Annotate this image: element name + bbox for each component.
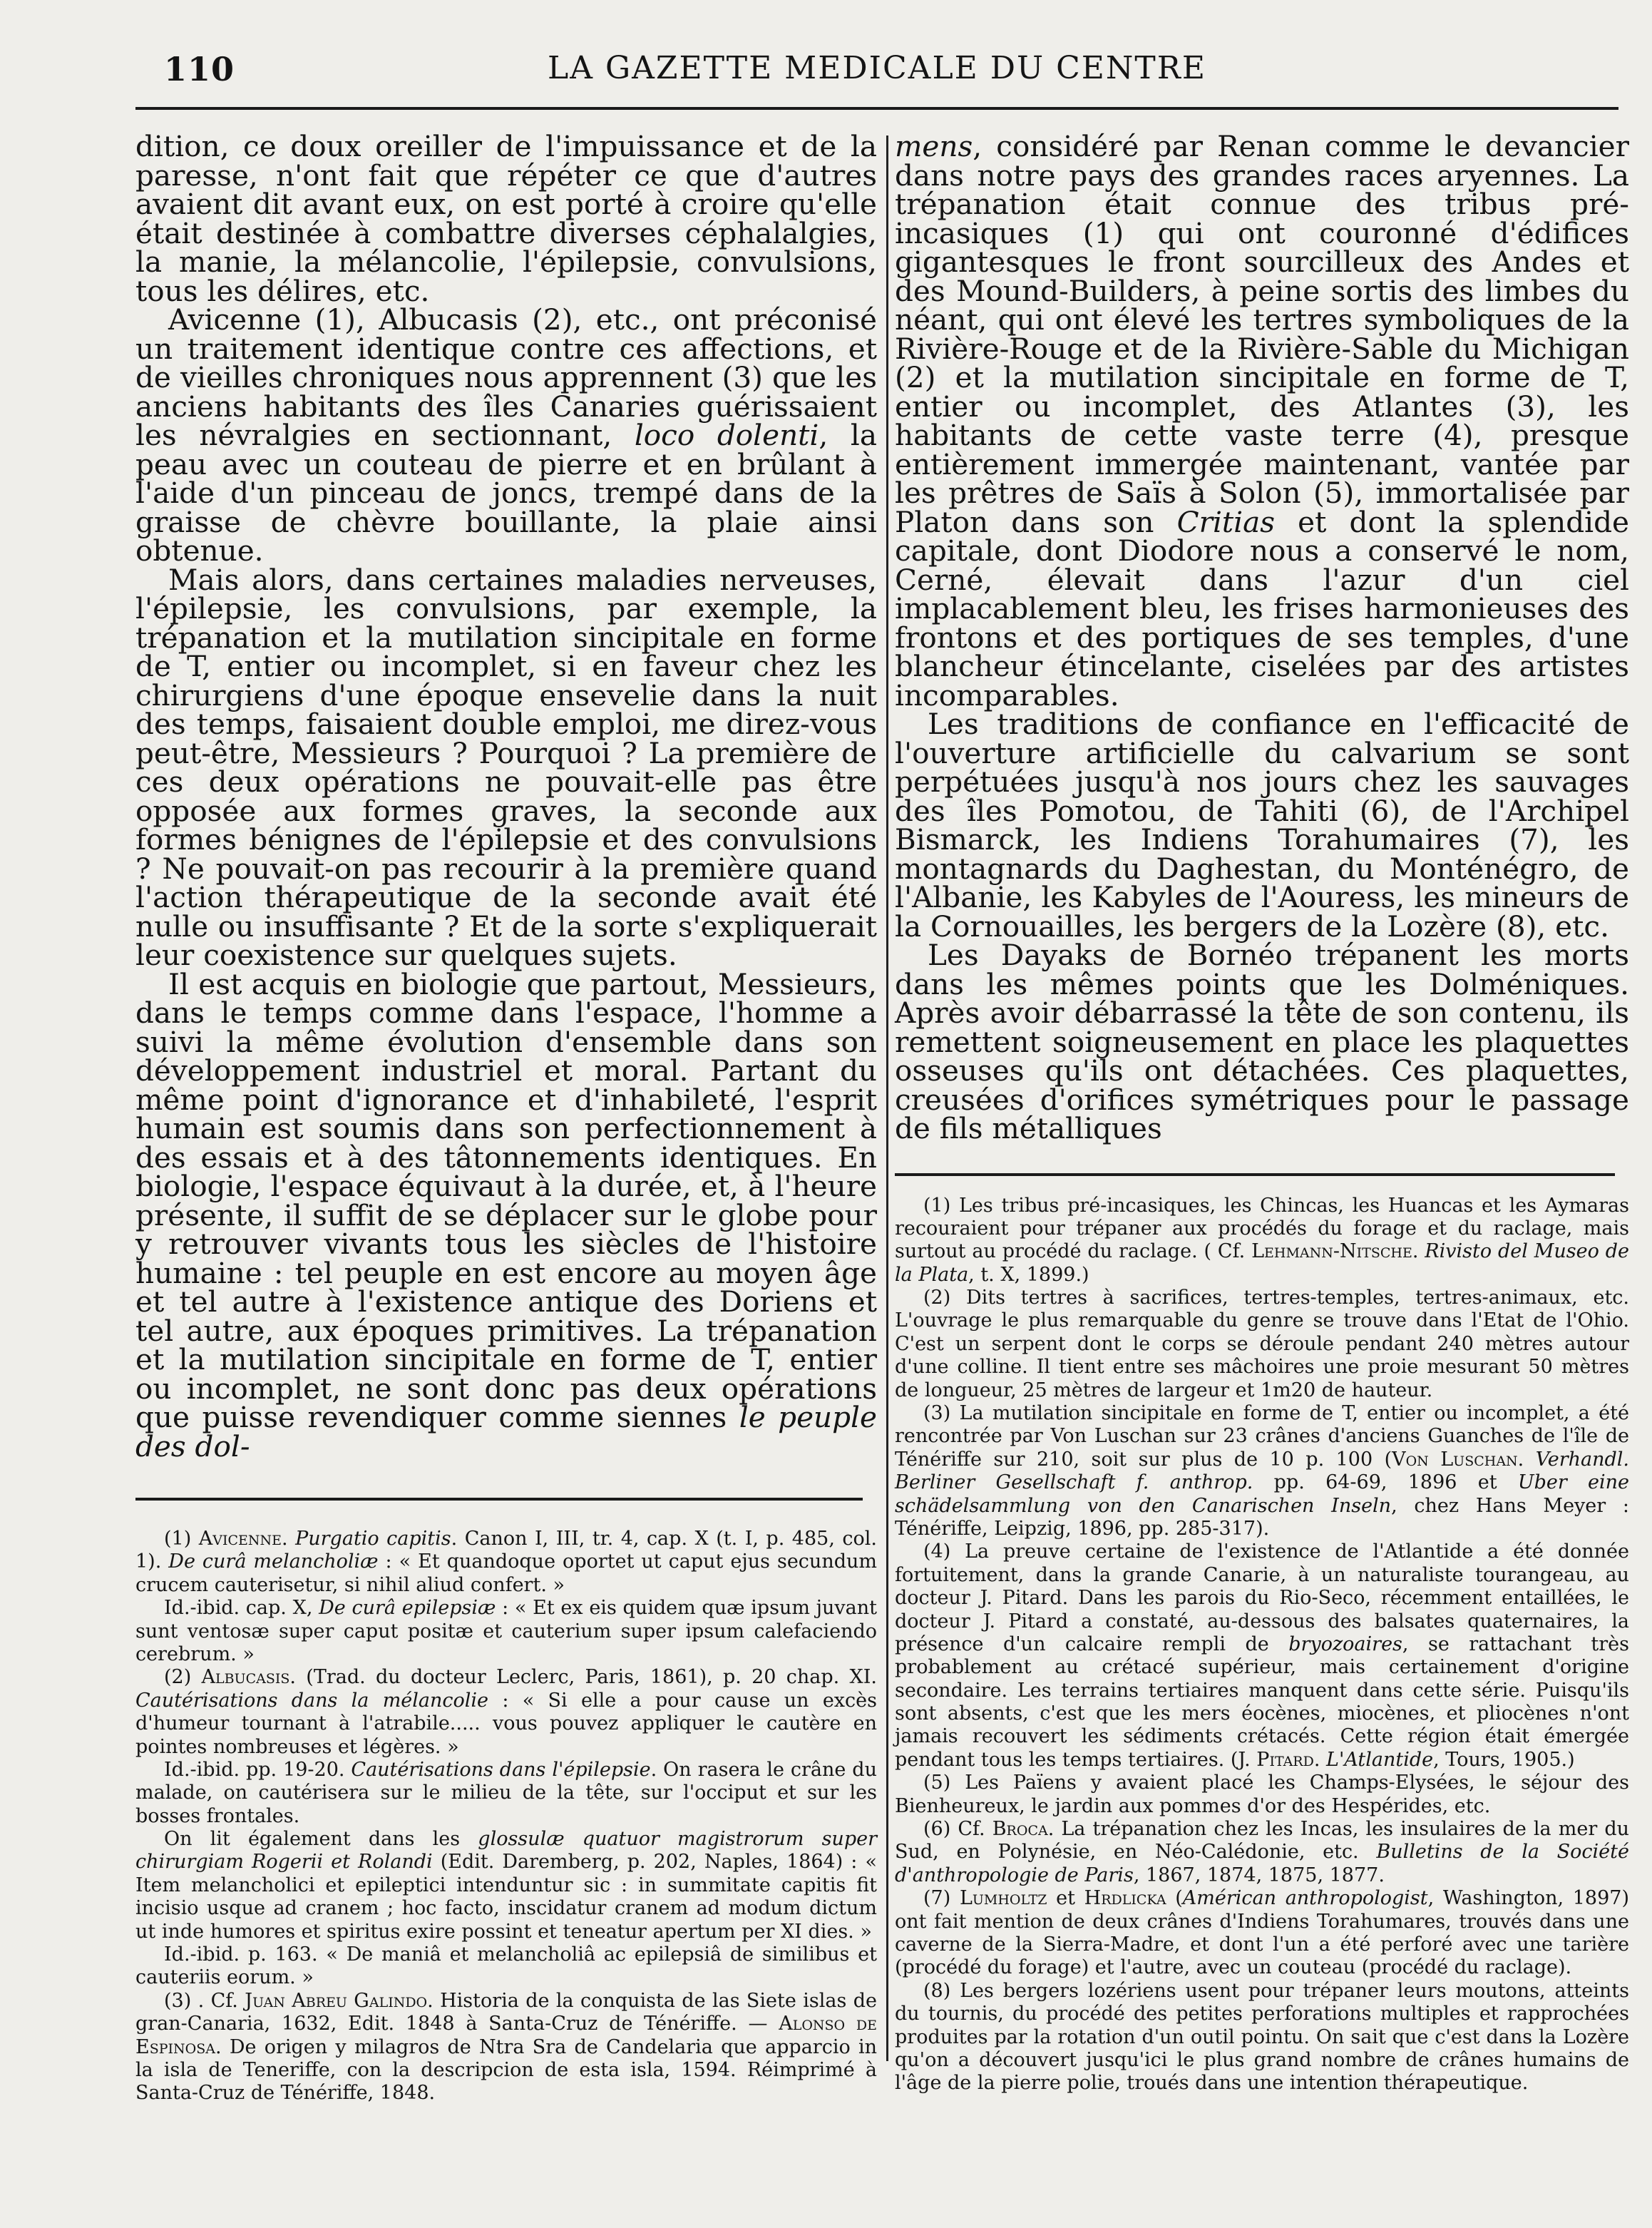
footnote: (1) Avicenne. Purgatio capitis. Canon I, III, tr. 4, cap. X (t. I, p. 485, col. 1). De curâ melancholiæ : « Et quandoque oportet ut caput ejus secundum crucem cauterisetur, si nihil aliud confert. » [135,1528,877,1596]
footnote: On lit également dans les glossulæ quatuor magistrorum super chirurgiam Rogerii et Rolandi (Edit. Daremberg, p. 202, Naples, 1864) : « Item melancholici et epileptici intenduntur sic : in summitate capitis fit incisio usque ad cranem ; hoc facto, inscidatur cranem ad modum dictum ut inde humores et spiritus exire possint et teneatur apertum per XI dies. » [135,1828,877,1943]
footnote: (2) Albucasis. (Trad. du docteur Leclerc, Paris, 1861), p. 20 chap. XI. Cautérisations dans la mélancolie : « Si elle a pour cause un excès d'humeur tournant à l'atrabile..... vous pouvez appliquer le cautère en pointes nombreuses et légères. » [135,1666,877,1758]
paragraph: Il est acquis en biologie que partout, Messieurs, dans le temps comme dans l'espace, l'homme a suivi la même évolution d'ensemble dans son développement industriel et moral. Partant du même point d'ignorance et d'inhabileté, l'esprit humain est soumis dans son perfectionnement à des essais et à des tâtonnements identiques. En biologie, l'espace équivaut à la durée, et, à l'heure présente, il suffit de se déplacer sur le globe pour y retrouver vivants tous les siècles de l'histoire humaine : tel peuple en est encore au moyen âge et tel autre à l'existence antique des Doriens et tel autre, aux époques primitives. La trépanation et la mutilation sincipitale en forme de T, entier ou incomplet, ne sont donc pas deux opérations que puisse revendiquer comme siennes le peuple des dol- [135,966,877,1463]
left-footnote-rule [135,1498,863,1501]
footnote: (6) Cf. Broca. La trépanation chez les Incas, les insulaires de la mer du Sud, en Polynésie, en Néo-Calédonie, etc. Bulletins de la Société d'anthropologie de Paris, 1867, 1874, 1875, 1877. [895,1818,1629,1886]
header-rule [135,107,1618,110]
right-footnote-rule [895,1173,1615,1176]
page-number: 110 [164,50,235,88]
right-body [895,129,1629,1145]
footnote: (8) Les bergers lozériens usent pour trépaner leurs moutons, atteints du tournis, du procédé des petites perforations multiples et rapprochées produites par la rotation d'un outil pointu. On sait que c'est dans la Lozère qu'on a découvert jusqu'ici le plus grand nombre de crânes humains de l'âge de la pierre polie, troués dans une intention thérapeutique. [895,1979,1629,2095]
paragraph: dition, ce doux oreiller de l'impuissance et de la paresse, n'ont fait que répéter ce que d'autres avaient dit avant eux, on est porté à croire qu'elle était destinée à combattre diverses céphalalgies, la manie, la mélancolie, l'épilepsie, convulsions, tous les délires, etc. [135,129,877,308]
footnote: (3) . Cf. Juan Abreu Galindo. Historia de la conquista de las Siete islas de gran-Canaria, 1632, Edit. 1848 à Santa-Cruz de Ténériffe. — Alonso de Espinosa. De origen y milagros de Ntra Sra de Candelaria que apparcio in la isla de Teneriffe, con la descripcion de esta isla, 1594. Réimprimé à Santa-Cruz de Ténériffe, 1848. [135,1989,877,2105]
paragraph: Les traditions de confiance en l'efficacité de l'ouverture artificielle du calvarium se sont perpétuées jusqu'à nos jours chez les sauvages des îles Pomotou, de Tahiti (6), de l'Archipel Bismarck, les Indiens Torahumaires (7), les montagnards du Daghestan, du Monténégro, de l'Albanie, les Kabyles de l'Aouress, les mineurs de la Cornouailles, les bergers de la Lozère (8), etc. [895,707,1629,944]
footnote: (4) La preuve certaine de l'existence de l'Atlantide a été donnée fortuitement, dans la grande Canarie, à un naturaliste tourangeau, au docteur J. Pitard. Dans les parois du Rio-Seco, récemment entaillées, le docteur J. Pitard a constaté, au-dessous des balsates quaternaires, la présence d'un calcaire rempli de bryozoaires, se rattachant très probablement au crétacé supérieur, mais certainement d'origine secondaire. Les terrains tertiaires manquent dans cette série. Puisqu'ils sont absents, c'est que les mers éocènes, miocènes, et pliocènes n'ont jamais recouvert les sédiments crétacés. Cette région était émergée pendant tous les temps tertiaires. (J. Pitard. L'Atlantide, Tours, 1905.) [895,1540,1629,1771]
footnote: (7) Lumholtz et Hrdlicka (Américan anthropologist, Washington, 1897) ont fait mention de deux crânes d'Indiens Torahumares, trouvés dans une caverne de la Sierra-Madre, et dont l'un a été perforé avec une tarière (procédé du forage) et l'autre, avec un couteau (procédé du raclage). [895,1887,1629,1979]
paragraph: Les Dayaks de Bornéo trépanent les morts dans les mêmes points que les Dolméniques. Après avoir débarrassé la tête de son contenu, ils remettent soigneusement en place les plaquettes osseuses qu'ils ont détachées. Ces plaquettes, creusées d'orifices symétriques pour le passage de fils métalliques [895,938,1629,1145]
right-footnotes [895,1195,1629,2095]
right-column [895,129,1629,2095]
column-divider [886,136,888,2061]
left-column [135,129,878,2105]
footnote: (5) Les Païens y avaient placé les Champs-Elysées, le séjour des Bienheureux, le jardin aux pommes d'or des Hespérides, etc. [895,1772,1629,1817]
paragraph: Mais alors, dans certaines maladies nerveuses, l'épilepsie, les convulsions, par exemple, la trépanation et la mutilation sincipitale en forme de T, entier ou incomplet, si en faveur chez les chirurgiens d'une époque ensevelie dans la nuit des temps, faisaient double emploi, me direz-vous peut-être, Messieurs ? Pourquoi ? La première de ces deux opérations ne pouvait-elle pas être opposée aux formes graves, la seconde aux formes bénignes de l'épilepsie et des convulsions ? Ne pouvait-on pas recourir à la première quand l'action thérapeutique de la seconde avait été nulle ou insuffisante ? Et de la sorte s'expliquerait leur coexistence sur quelques sujets. [135,562,877,972]
footnote: Id.-ibid. p. 163. « De maniâ et melancholiâ ac epilepsiâ de similibus et cauteriis eorum. » [135,1943,877,1989]
footnote: (3) La mutilation sincipitale en forme de T, entier ou incomplet, a été rencontrée par Von Luschan sur 23 crânes d'anciens Guanches de l'île de Ténériffe sur 210, soit sur plus de 10 p. 100 (Von Luschan. Verhandl. Berliner Gesellschaft f. anthrop. pp. 64-69, 1896 et Uber eine schädelsammlung von den Canarischen Inseln, chez Hans Meyer : Ténériffe, Leipzig, 1896, pp. 285-317). [895,1402,1629,1540]
paragraph: mens, considéré par Renan comme le devancier dans notre pays des grandes races aryennes. La trépanation était connue des tribus pré-incasiques (1) qui ont couronné d'édifices gigantesques le front sourcilleux des Andes et des Mound-Builders, à peine sortis des limbes du néant, qui ont élevé les tertres symboliques de la Rivière-Rouge et de la Rivière-Sable du Michigan (2) et la mutilation sincipitale en forme de T, entier ou incomplet, des Atlantes (3), les habitants de cette vaste terre (4), presque entièrement immergée maintenant, vantée par les prêtres de Saïs à Solon (5), immortalisée par Platon dans son Critias et dont la splendide capitale, dont Diodore nous a conservé le nom, Cerné, élevait dans l'azur d'un ciel implacablement bleu, les frises harmonieuses des frontons et des portiques de ses temples, d'une blancheur étincelante, ciselées par des artistes incomparables. [895,129,1629,712]
left-footnotes [135,1528,877,2105]
running-title: LA GAZETTE MEDICALE DU CENTRE [547,50,1207,86]
footnote: (1) Les tribus pré-incasiques, les Chincas, les Huancas et les Aymaras recouraient pour trépaner aux procédés du forage et du raclage, mais surtout au procédé du raclage. ( Cf. Lehmann-Nitsche. Rivisto del Museo de la Plata, t. X, 1899.) [895,1194,1629,1286]
footnote: Id.-ibid. pp. 19-20. Cautérisations dans l'épilepsie. On rasera le crâne du malade, on cautérisera sur le milieu de la tête, sur l'occiput et sur les bosses frontales. [135,1758,877,1827]
footnote: Id.-ibid. cap. X, De curâ epilepsiæ : « Et ex eis quidem quæ ipsum juvant sunt ventosæ super caput positæ et cauterium super ipsum calefaciendo cerebrum. » [135,1597,878,1665]
paragraph: Avicenne (1), Albucasis (2), etc., ont préconisé un traitement identique contre ces affections, et de vieilles chroniques nous apprennent (3) que les anciens habitants des îles Canaries guérissaient les névralgies en sectionnant, loco dolenti, la peau avec un couteau de pierre et en brûlant à l'aide d'un pinceau de joncs, trempé dans de la graisse de chèvre bouillante, la plaie ainsi obtenue. [135,302,877,568]
footnote: (2) Dits tertres à sacrifices, tertres-temples, tertres-animaux, etc. L'ouvrage le plus remarquable du genre se trouve dans l'Etat de l'Ohio. C'est un serpent dont le corps se déroule pendant 240 mètres autour d'une colline. Il tient entre ses mâchoires une proie mesurant 50 mètres de longueur, 25 mètres de largeur et 1m20 de hauteur. [895,1287,1629,1401]
page-header [135,50,1618,100]
left-body [135,129,877,1463]
